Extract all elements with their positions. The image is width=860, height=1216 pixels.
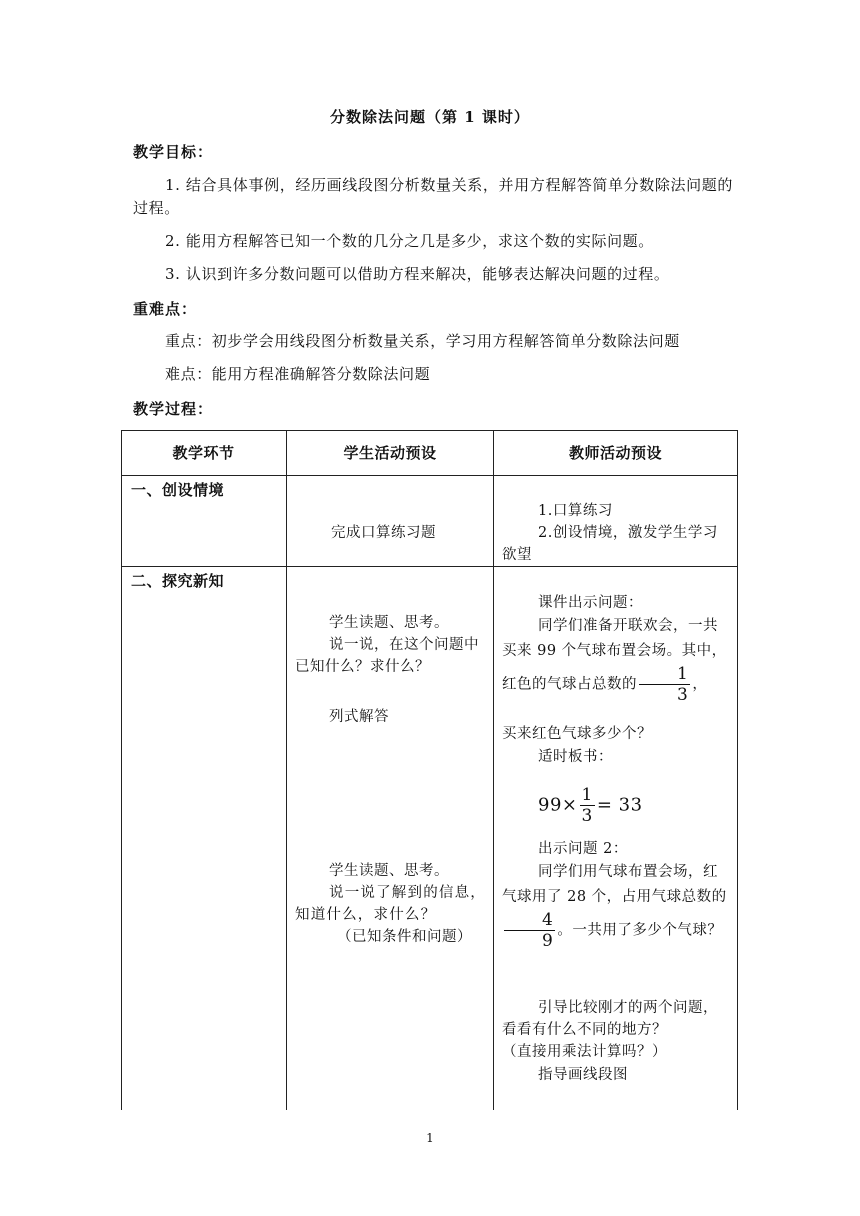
row2-teacher-problem1: 同学们准备开联欢会，一共买来 99 个气球布置会场。其中，红色的气球占总数的 $\frac{1}{3}$ ， — [502, 618, 727, 705]
row2-teacher-guide: 引导比较刚才的两个问题，看看有什么不同的地方？ — [502, 1000, 718, 1038]
stage-1-label: 一、创设情境 — [131, 481, 225, 499]
header-stage: 教学环节 — [172, 444, 235, 462]
objective-item-3: 3. 认识到许多分数问题可以借助方程来解决，能够表达解决问题的过程。 — [165, 265, 670, 283]
key-point-difficulty: 难点：能用方程准确解答分数除法问题 — [165, 365, 431, 383]
row2-teacher-problem2-title: 出示问题 2： — [538, 841, 628, 857]
problem1-text: 同学们准备开联欢会，一共买来 99 个气球布置会场。其中，红色的气球占总数的 — [502, 618, 727, 693]
row2-teacher-problem2: 同学们用气球布置会场，红气球用了 28 个，占用气球总数的 $\frac{4}{9}$ 。一共用了多少个气球？ — [502, 864, 727, 951]
row1-teacher-line2: 2.创设情境，激发学生学习欲望 — [502, 525, 718, 563]
row2-student-a1: 学生读题、思考。 — [329, 615, 449, 631]
key-points-heading: 重难点： — [133, 300, 198, 318]
objectives-heading: 教学目标： — [133, 143, 214, 161]
row2-student-b1: 学生读题、思考。 — [329, 863, 449, 879]
row2-teacher-problem1-question: 买来红色气球多少个？ — [502, 726, 652, 742]
header-teacher: 教师活动预设 — [568, 444, 662, 462]
row2-student-a3: 列式解答 — [329, 709, 389, 725]
stage-2-label: 二、探究新知 — [131, 572, 225, 590]
header-student: 学生活动预设 — [343, 444, 437, 462]
process-heading: 教学过程： — [133, 400, 214, 418]
row1-student-text: 完成口算练习题 — [331, 525, 436, 541]
row2-teacher-guide2: （直接用乘法计算吗？） — [502, 1044, 667, 1060]
row2-teacher-courseware: 课件出示问题： — [538, 595, 643, 611]
board-equation: 99× $\frac{1}{3}$ = 33 — [538, 785, 643, 826]
objective-item-2: 2. 能用方程解答已知一个数的几分之几是多少，求这个数的实际问题。 — [165, 232, 654, 250]
key-point-focus: 重点：初步学会用线段图分析数量关系，学习用方程解答简单分数除法问题 — [165, 332, 680, 350]
row1-teacher-line1: 1.口算练习 — [538, 503, 613, 519]
row2-teacher-draw: 指导画线段图 — [538, 1067, 628, 1083]
fraction-four-ninths: $\frac{4}{9}$ — [504, 910, 555, 951]
objective-item-1: 1. 结合具体事例，经历画线段图分析数量关系，并用方程解答简单分数除法问题的过程。 — [133, 176, 733, 217]
fraction-one-third: $\frac{1}{3}$ — [581, 785, 593, 826]
fraction-one-third: $\frac{1}{3}$ — [639, 664, 690, 705]
page-number: 1 — [426, 1131, 434, 1145]
row2-student-b2: 说一说了解到的信息，知道什么，求什么？ — [295, 885, 486, 923]
row2-teacher-board: 适时板书： — [538, 749, 613, 765]
page-title: 分数除法问题（第 1 课时） — [330, 108, 530, 126]
row2-student-a2: 说一说，在这个问题中已知什么？求什么？ — [295, 637, 479, 675]
row2-student-b3: （已知条件和问题） — [337, 929, 472, 945]
lesson-table — [121, 430, 738, 1110]
